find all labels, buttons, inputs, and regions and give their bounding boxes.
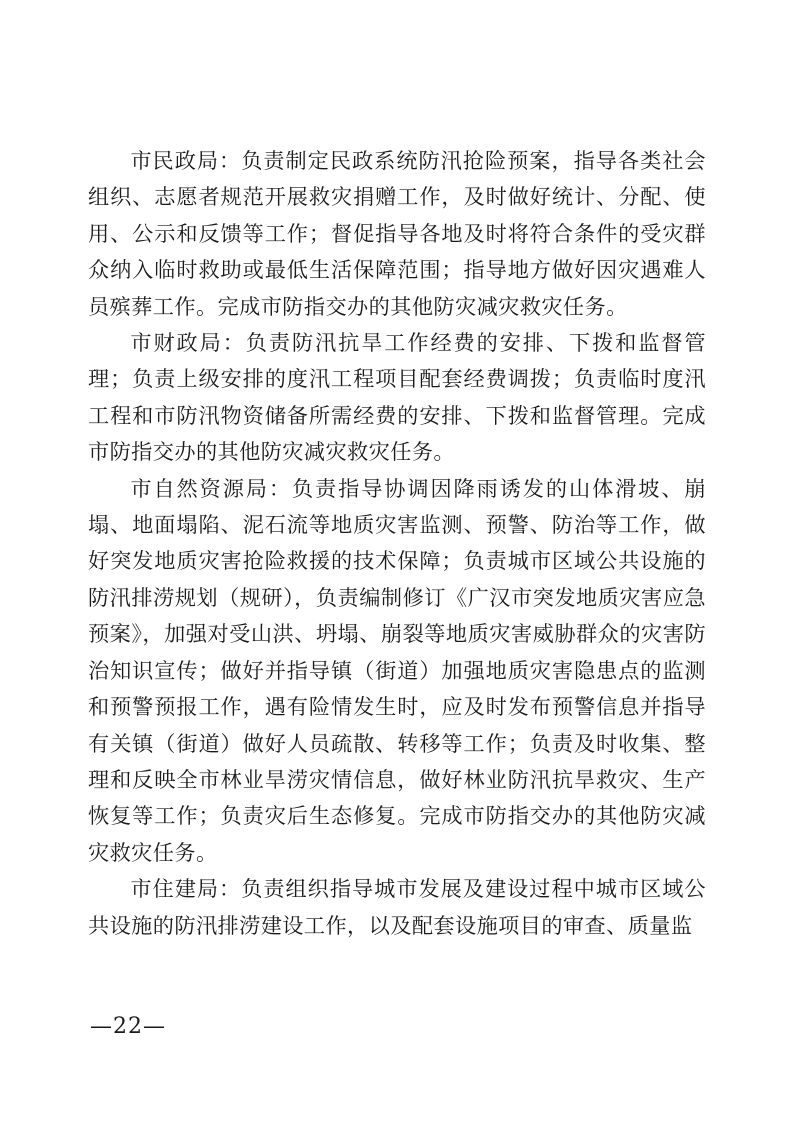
page-number: —22— [90, 1014, 166, 1039]
paragraph-housing-construction: 市住建局：负责组织指导城市发展及建设过程中城市区域公共设施的防汛排涝建设工作，以及配套设施项目的审查、质量监 [88, 876, 706, 938]
paragraph-civil-affairs: 市民政局：负责制定民政系统防汛抢险预案，指导各类社会组织、志愿者规范开展救灾捐赠工作，及时做好统计、分配、使用、公示和反馈等工作；督促指导各地及时将符合条件的受灾群众纳入临时救助或最低生活保障范围；指导地方做好因灾遇难人员殡葬工作。完成市防指交办的其他防灾减灾救灾任务。 [88, 148, 706, 319]
paragraph-finance: 市财政局：负责防汛抗旱工作经费的安排、下拨和监督管理；负责上级安排的度汛工程项目配套经费调拨；负责临时度汛工程和市防汛物资储备所需经费的安排、下拨和监督管理。完成市防指交办的其他防灾减灾救灾任务。 [88, 330, 706, 465]
paragraph-natural-resources: 市自然资源局：负责指导协调因降雨诱发的山体滑坡、崩塌、地面塌陷、泥石流等地质灾害监测、预警、防治等工作，做好突发地质灾害抢险救援的技术保障；负责城市区域公共设施的防汛排涝规划（规研），负责编制修订《广汉市突发地质灾害应急预案》，加强对受山洪、坍塌、崩裂等地质灾害威胁群众的灾害防治知识宣传；做好并指导镇（街道）加强地质灾害隐患点的监测和预警预报工作，遇有险情发生时，应及时发布预警信息并指导有关镇（街道）做好人员疏散、转移等工作；负责及时收集、整理和反映全市林业旱涝灾情信息，做好林业防汛抗旱救灾、生产恢复等工作；负责灾后生态修复。完成市防指交办的其他防灾减灾救灾任务。 [88, 475, 706, 865]
document-body [88, 143, 706, 944]
